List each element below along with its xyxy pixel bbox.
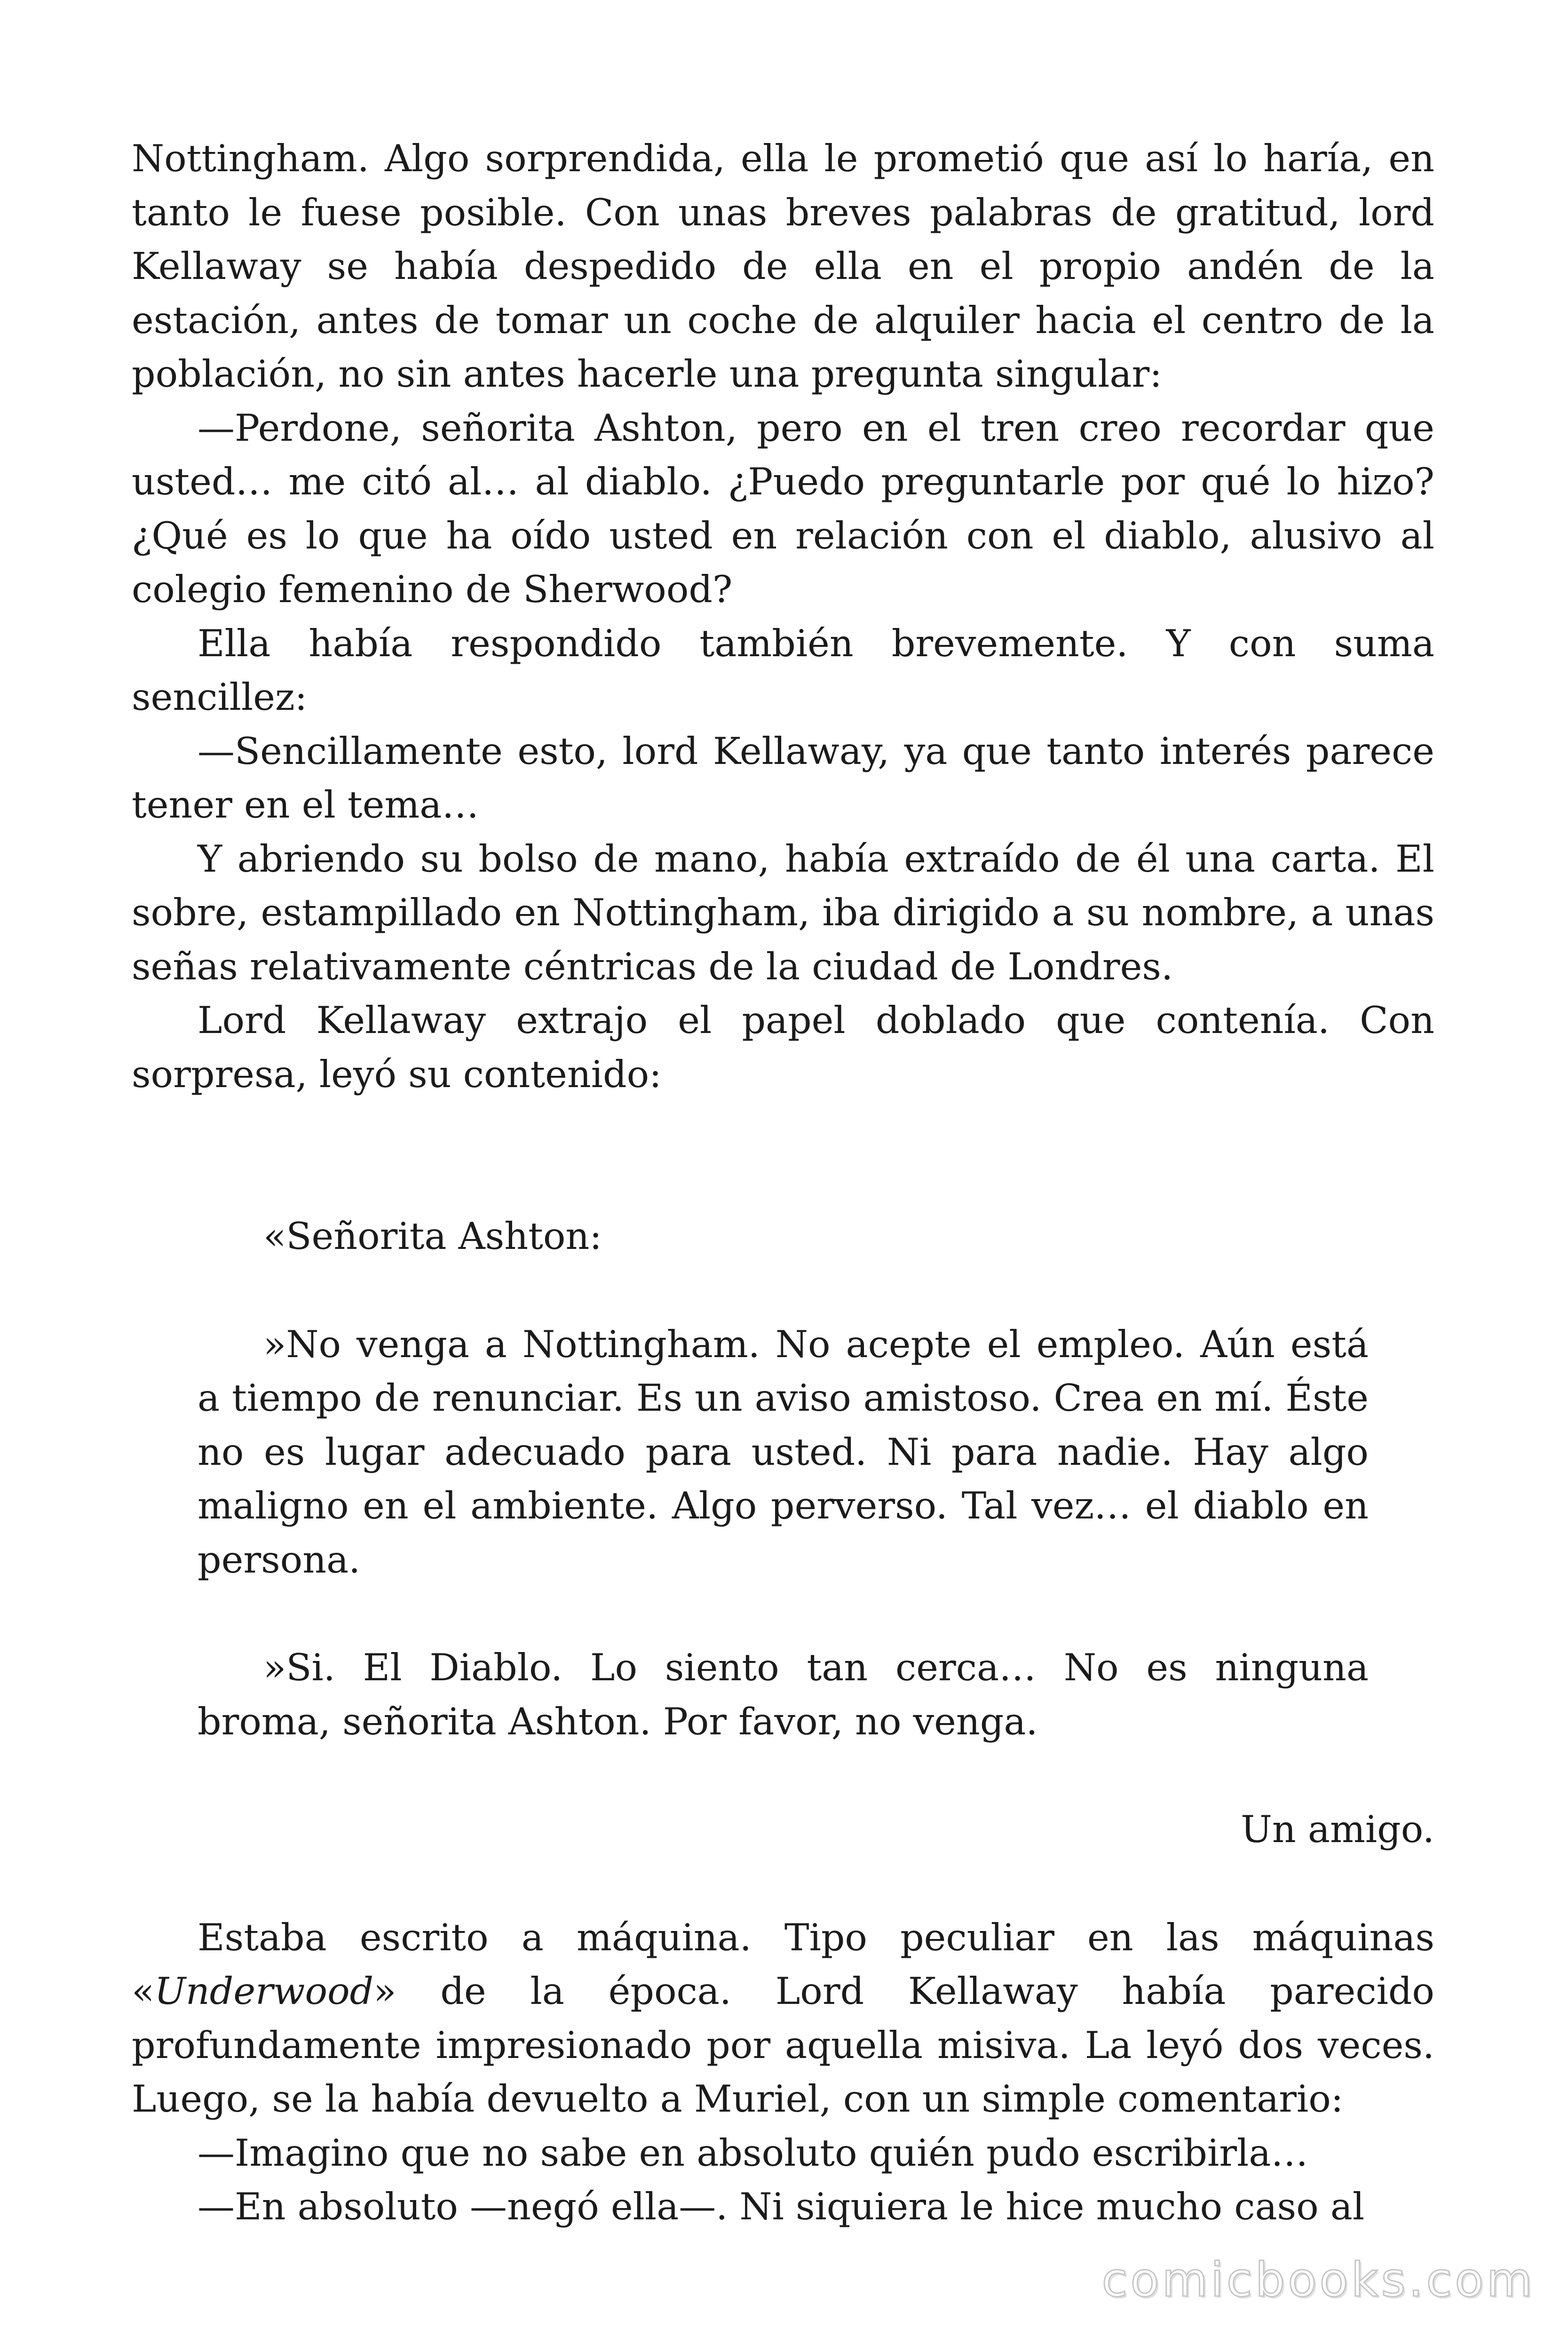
- paragraph: Ella había respondido también brevemente. Y con suma sencillez:: [132, 621, 1434, 719]
- spacer: [132, 1748, 1434, 1803]
- paragraph: Lord Kellaway extrajo el papel doblado que contenía. Con sorpresa, leyó su contenido:: [132, 999, 1434, 1096]
- paragraph: Y abriendo su bolso de mano, había extraído de él una carta. El sobre, estampillado en Nottingham, iba dirigido a su nombre, a unas señas relativamente céntricas de la ciudad de Londres.: [132, 837, 1434, 988]
- letter-paragraph: »No venga a Nottingham. No acepte el empleo. Aún está a tiempo de renunciar. Es un aviso amistoso. Crea en mí. Éste no es lugar adecuado para usted. Ni para nadie. Hay algo maligno en el ambiente. Algo perverso. Tal vez… el diablo en persona.: [198, 1322, 1369, 1581]
- paragraph: —Sencillamente esto, lord Kellaway, ya que tanto interés parece tener en el tema…: [132, 729, 1434, 826]
- letter-salutation: «Señorita Ashton:: [263, 1215, 602, 1258]
- paragraph: —Imagino que no sabe en absoluto quién pudo escribirla…: [198, 2131, 1308, 2175]
- italic-brand: Underwood: [154, 1970, 374, 2013]
- letter-block: [198, 1209, 1369, 1748]
- watermark: comicbooks.com: [1101, 2252, 1535, 2307]
- spacer: [198, 1587, 1369, 1641]
- spacer: [198, 1263, 1369, 1318]
- paragraph: [132, 1911, 1434, 2126]
- letter-signature: Un amigo.: [1241, 1808, 1434, 1851]
- paragraph: —Perdone, señorita Ashton, pero en el tren creo recordar que usted… me citó al… al diablo. ¿Puedo preguntarle por qué lo hizo? ¿Qué es lo que ha oído usted en relación con el diablo, alusivo al colegio femenino de Sherwood?: [132, 406, 1434, 611]
- paragraph-text: » de la época. Lord Kellaway había parecido profundamente impresionado por aquella misiva. La leyó dos veces. Luego, se la había devuelto a Muriel, con un simple comentario:: [132, 1970, 1434, 2121]
- page-body: [132, 132, 1434, 2234]
- paragraph: —En absoluto —negó ella—. Ni siquiera le hice mucho caso al: [198, 2185, 1365, 2228]
- paragraph-text: Estaba escrito a máquina. Tipo peculiar en las máquinas «: [132, 1915, 1434, 2013]
- spacer: [132, 1101, 1434, 1209]
- spacer: [132, 1857, 1434, 1911]
- letter-paragraph: »Si. El Diablo. Lo siento tan cerca… No es ninguna broma, señorita Ashton. Por favor, no venga.: [198, 1646, 1369, 1743]
- paragraph: Nottingham. Algo sorprendida, ella le prometió que así lo haría, en tanto le fuese posible. Con unas breves palabras de gratitud, lord Kellaway se había despedido de ella en el propio andén de la estación, antes de tomar un coche de alquiler hacia el centro de la población, no sin antes hacerle una pregunta singular:: [132, 137, 1434, 396]
